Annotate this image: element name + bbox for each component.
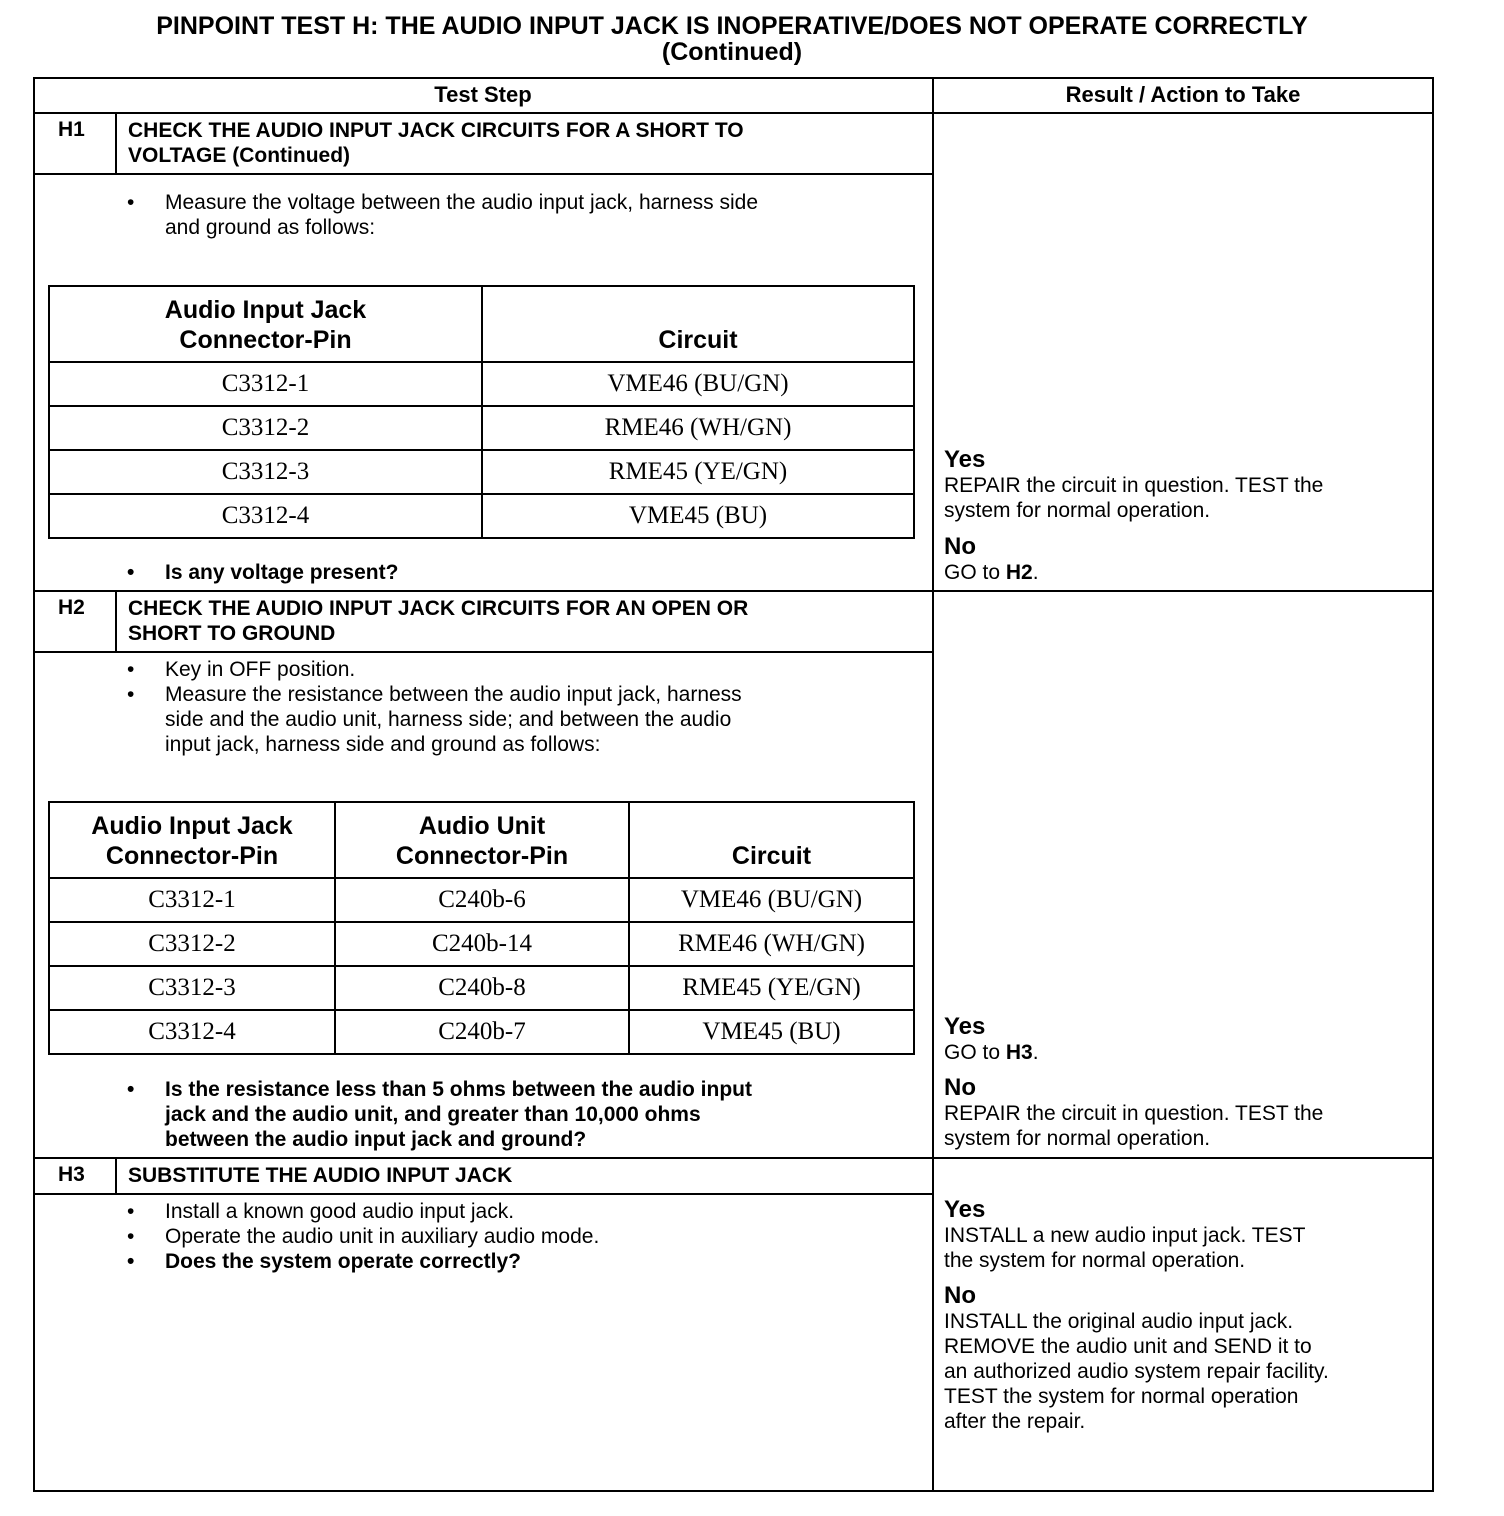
table-row: C3312-3 C240b-8 RME45 (YE/GN) [49,966,914,1010]
h1-id-divider [115,112,117,174]
h1-h2-divider [33,590,1434,592]
h3-result-yes: Yes INSTALL a new audio input jack. TEST the system for normal operation. [944,1196,1306,1272]
h2-col-circuit-header: Circuit [629,802,914,878]
page-subtitle: (Continued) [661,38,803,66]
h2-h3-divider [33,1157,1434,1159]
h3-id-divider [115,1157,117,1194]
column-divider [932,77,934,1492]
table-row: C3312-1 C240b-6 VME46 (BU/GN) [49,878,914,922]
h1-result-no: No GO to H2. [944,533,1039,584]
h1-step-id: H1 [58,118,85,141]
table-row: C3312-2 C240b-14 RME46 (WH/GN) [49,922,914,966]
table-row: C3312-1 VME46 (BU/GN) [49,362,914,406]
h3-step-title: SUBSTITUTE THE AUDIO INPUT JACK [128,1164,513,1187]
header-divider [33,112,1434,114]
h1-col-circuit-header: Circuit [482,286,914,362]
h2-col-unit-header: Audio Unit Connector-Pin [335,802,629,878]
h2-pin-table [48,801,915,1055]
h1-col-pin-header: Audio Input Jack Connector-Pin [49,286,482,362]
h1-step-title: CHECK THE AUDIO INPUT JACK CIRCUITS FOR A SHORT TO VOLTAGE (Continued) [128,119,744,167]
h1-result-yes: Yes REPAIR the circuit in question. TEST the system for normal operation. [944,446,1324,522]
table-row: C3312-4 C240b-7 VME45 (BU) [49,1010,914,1054]
h2-title-divider [33,651,933,653]
header-result: Result / Action to Take [1065,82,1301,107]
h3-title-divider [33,1193,933,1195]
h2-result-yes: Yes GO to H3. [944,1013,1039,1064]
h1-pin-table [48,285,915,539]
h2-id-divider [115,590,117,652]
h2-col-jack-header: Audio Input Jack Connector-Pin [49,802,335,878]
header-test-step: Test Step [434,82,532,107]
h2-step-title: CHECK THE AUDIO INPUT JACK CIRCUITS FOR AN OPEN OR SHORT TO GROUND [128,597,749,645]
table-row: C3312-4 VME45 (BU) [49,494,914,538]
h2-result-no: No REPAIR the circuit in question. TEST the system for normal operation. [944,1074,1324,1150]
h2-step-id: H2 [58,596,85,619]
h3-step-id: H3 [58,1163,85,1186]
h3-result-no: No INSTALL the original audio input jack. REMOVE the audio unit and SEND it to an authorized audio system repair facility. TEST the system for normal operation after the repair. [944,1282,1329,1433]
h1-title-divider [33,173,933,175]
table-row: C3312-2 RME46 (WH/GN) [49,406,914,450]
page-title: PINPOINT TEST H: THE AUDIO INPUT JACK IS INOPERATIVE/DOES NOT OPERATE CORRECTLY [156,12,1308,40]
table-row: C3312-3 RME45 (YE/GN) [49,450,914,494]
